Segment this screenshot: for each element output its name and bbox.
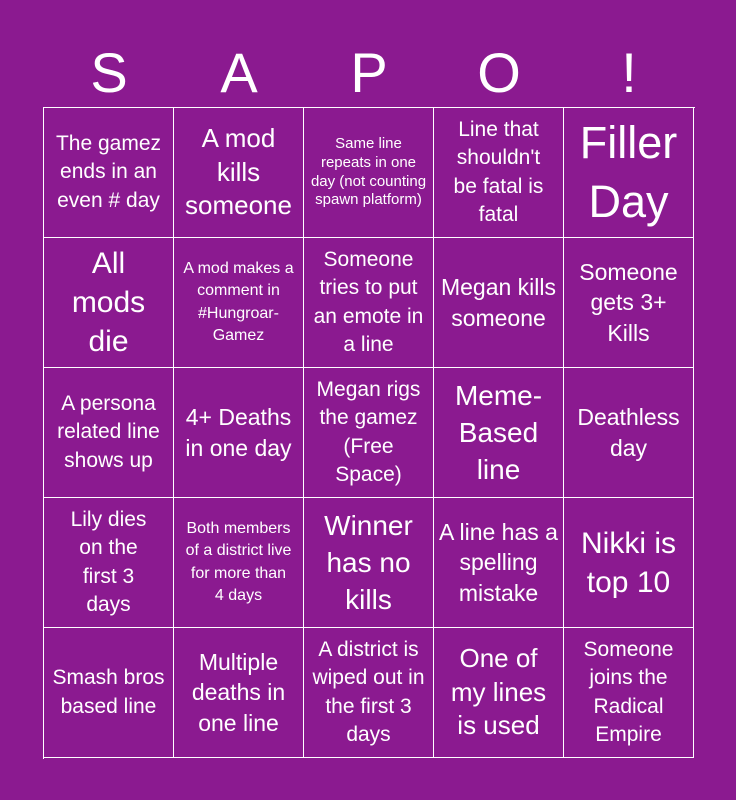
- bingo-cell[interactable]: [564, 238, 694, 368]
- bingo-cell[interactable]: [304, 108, 434, 238]
- bingo-cell-text: Someone joins the Radical Empire: [583, 638, 674, 746]
- bingo-cell[interactable]: [174, 238, 304, 368]
- title-letter: !: [621, 41, 637, 104]
- bingo-cell[interactable]: [564, 108, 694, 238]
- bingo-cell-text: A district is wiped out in the first 3 days: [312, 638, 425, 746]
- bingo-cell-text: Someone tries to put an emote in a line: [313, 248, 424, 356]
- bingo-cell[interactable]: [44, 108, 174, 238]
- bingo-cell-text: Meme-Based line: [454, 379, 543, 486]
- bingo-cell[interactable]: [434, 628, 564, 758]
- title-letter: O: [477, 41, 521, 104]
- bingo-cell-text: A line has a spelling mistake: [439, 518, 558, 606]
- title-letter: P: [350, 41, 388, 104]
- bingo-cell[interactable]: [434, 108, 564, 238]
- bingo-board: [43, 107, 695, 759]
- bingo-cell[interactable]: [434, 498, 564, 628]
- bingo-cell[interactable]: [44, 498, 174, 628]
- bingo-cell[interactable]: [434, 238, 564, 368]
- bingo-cell-text: All mods die: [71, 247, 146, 358]
- bingo-cell-text: Line that shouldn't be fatal is fatal: [453, 118, 544, 226]
- bingo-cell-text: One of my lines is used: [450, 642, 547, 741]
- bingo-cell[interactable]: [304, 368, 434, 498]
- bingo-cell[interactable]: [564, 498, 694, 628]
- bingo-cell-text: Winner has no kills: [324, 509, 413, 616]
- bingo-cell-text: Both members of a district live for more than 4 days: [185, 519, 292, 604]
- bingo-cell-text: Nikki is top 10: [581, 526, 676, 599]
- bingo-cell[interactable]: [174, 628, 304, 758]
- bingo-cell-text: Megan kills someone: [440, 274, 557, 331]
- title-letter: A: [220, 41, 258, 104]
- bingo-cell-text: A mod makes a comment in #Hungroar-Gamez: [183, 259, 294, 344]
- bingo-cell-text: A mod kills someone: [185, 122, 292, 221]
- bingo-cell[interactable]: [174, 108, 304, 238]
- bingo-cell-text: Deathless day: [577, 404, 680, 461]
- bingo-title: [44, 40, 694, 106]
- bingo-cell-text: Lily dies on the first 3 days: [70, 508, 147, 616]
- bingo-cell[interactable]: [304, 628, 434, 758]
- bingo-cell-text: Filler Day: [579, 117, 678, 227]
- bingo-cell[interactable]: [174, 498, 304, 628]
- bingo-cell[interactable]: [564, 628, 694, 758]
- bingo-cell-text: A persona related line shows up: [57, 392, 160, 472]
- bingo-cell-text: Megan rigs the gamez (Free Space): [316, 378, 421, 486]
- bingo-cell[interactable]: [304, 238, 434, 368]
- bingo-cell[interactable]: [44, 368, 174, 498]
- bingo-cell[interactable]: [44, 628, 174, 758]
- bingo-cell[interactable]: [304, 498, 434, 628]
- bingo-cell-text: The gamez ends in an even # day: [55, 132, 162, 212]
- bingo-cell[interactable]: [434, 368, 564, 498]
- bingo-cell-text: Someone gets 3+ Kills: [579, 258, 678, 346]
- title-letter: S: [90, 41, 128, 104]
- bingo-cell-text: Same line repeats in one day (not counting spawn platform): [310, 135, 427, 209]
- bingo-cell[interactable]: [44, 238, 174, 368]
- bingo-cell[interactable]: [174, 368, 304, 498]
- bingo-cell[interactable]: [564, 368, 694, 498]
- bingo-cell-text: Multiple deaths in one line: [191, 648, 286, 736]
- bingo-cell-text: Smash bros based line: [52, 666, 165, 718]
- bingo-cell-text: 4+ Deaths in one day: [185, 404, 292, 461]
